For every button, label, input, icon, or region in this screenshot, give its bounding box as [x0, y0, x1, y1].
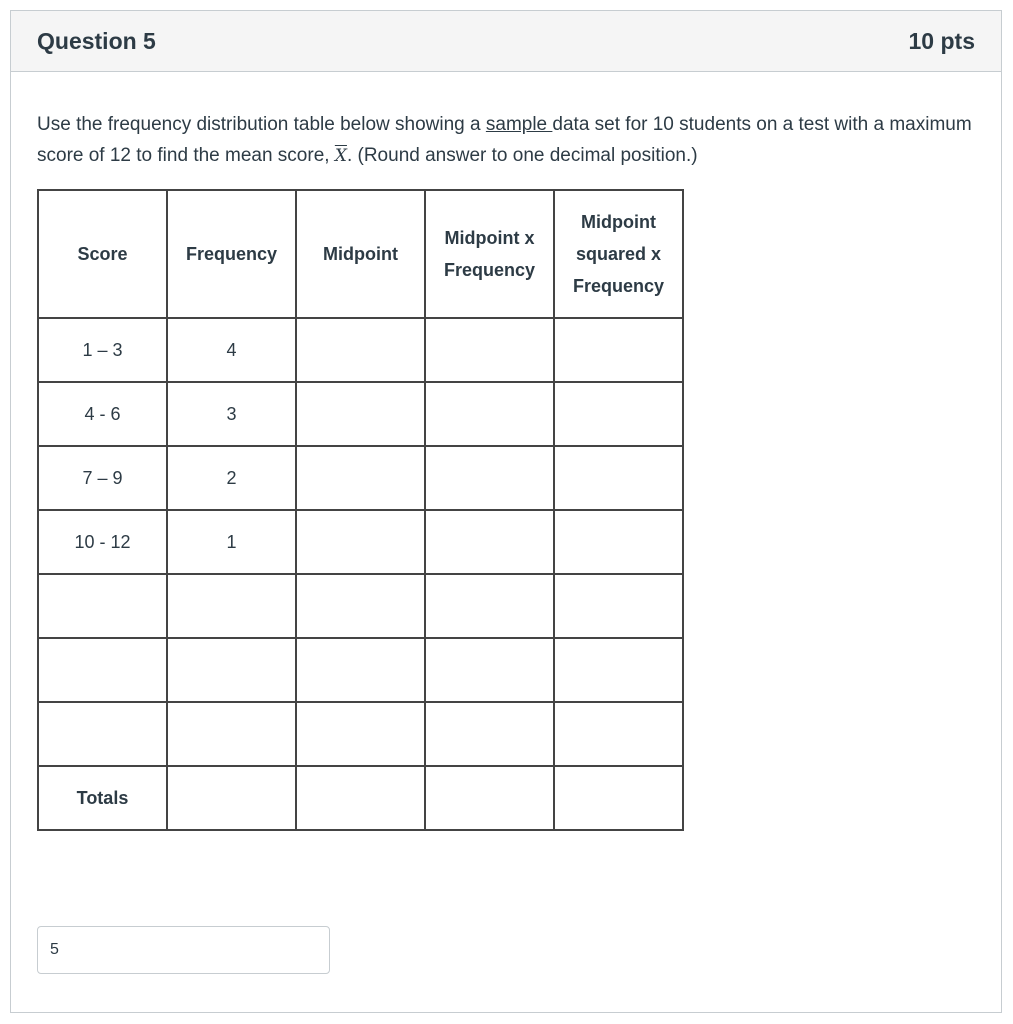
table-cell: [296, 446, 425, 510]
table-cell: [38, 702, 167, 766]
frequency-table: [37, 189, 684, 831]
table-cell: [296, 766, 425, 830]
prompt-text: . (Round answer to one decimal position.): [346, 145, 698, 166]
table-row: [38, 766, 683, 830]
table-cell: Totals: [38, 766, 167, 830]
table-cell: [167, 702, 296, 766]
table-cell: [425, 766, 554, 830]
table-cell: [425, 318, 554, 382]
prompt-underlined: sample: [485, 114, 553, 135]
table-cell: 4: [167, 318, 296, 382]
table-row: [38, 702, 683, 766]
question-card: [10, 10, 1002, 1013]
table-cell: 2: [167, 446, 296, 510]
table-cell: [167, 574, 296, 638]
table-cell: [425, 574, 554, 638]
table-row: [38, 382, 683, 446]
column-header: Midpoint: [296, 190, 425, 318]
prompt-text: data set for 10 students on a test with a maximum score of 12 to find the mean score,: [37, 114, 972, 166]
table-row: [38, 446, 683, 510]
table-cell: [554, 702, 683, 766]
table-cell: [38, 638, 167, 702]
table-cell: [296, 382, 425, 446]
question-points: 10 pts: [908, 27, 975, 54]
x-bar-symbol: $\overline{X}$: [334, 146, 347, 166]
table-cell: [296, 574, 425, 638]
table-row: [38, 638, 683, 702]
table-cell: [425, 702, 554, 766]
table-cell: [425, 638, 554, 702]
header-row: [38, 190, 683, 318]
prompt-text: Use the frequency distribution table below showing a: [37, 114, 486, 135]
table-cell: [296, 318, 425, 382]
column-header: Midpoint squared x Frequency: [554, 190, 683, 318]
table-row: [38, 574, 683, 638]
question-title: Question 5: [37, 27, 156, 54]
table-row: [38, 318, 683, 382]
table-cell: [554, 318, 683, 382]
table-cell: [554, 510, 683, 574]
table-cell: [167, 766, 296, 830]
table-row: [38, 510, 683, 574]
column-header: Frequency: [167, 190, 296, 318]
question-header: [11, 11, 1001, 72]
table-cell: 1 – 3: [38, 318, 167, 382]
table-cell: 1: [167, 510, 296, 574]
table-cell: [554, 382, 683, 446]
table-cell: [554, 574, 683, 638]
table-cell: 3: [167, 382, 296, 446]
table-cell: [296, 510, 425, 574]
table-cell: 10 - 12: [38, 510, 167, 574]
table-cell: [554, 638, 683, 702]
table-cell: [425, 382, 554, 446]
table-cell: [296, 638, 425, 702]
question-prompt: [37, 109, 987, 172]
table-cell: 4 - 6: [38, 382, 167, 446]
table-cell: 7 – 9: [38, 446, 167, 510]
table-cell: [425, 446, 554, 510]
table-cell: [554, 766, 683, 830]
answer-input[interactable]: [37, 926, 330, 974]
table-cell: [296, 702, 425, 766]
column-header: Score: [38, 190, 167, 318]
table-cell: [554, 446, 683, 510]
column-header: Midpoint x Frequency: [425, 190, 554, 318]
table-cell: [167, 638, 296, 702]
table-cell: [38, 574, 167, 638]
table-cell: [425, 510, 554, 574]
